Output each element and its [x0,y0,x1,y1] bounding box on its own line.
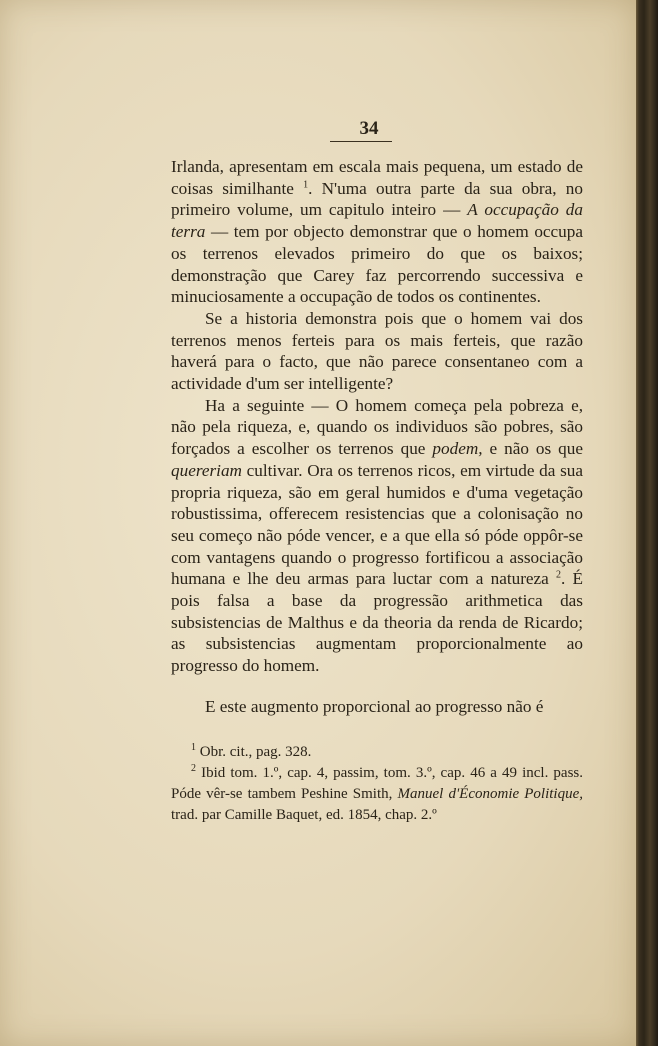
text-run: Ha a seguinte — O homem começa pela pobreza e, não pela riqueza, e, quando os individuos são pobres, são forçados a escolher os terrenos que [171,395,583,459]
paragraph [171,696,583,718]
footnote-marker: 2 [556,569,561,581]
text-run: cultivar. Ora os terrenos ricos, em virtude da sua propria riqueza, são em geral humidos e d'uma vegetação robustissima, offerecem resistencias que a colonisação no seu começo não póde vencer, e a que ella só póde oppôr-se com vantagens quando o progresso fortificou a associação humana e lhe deu armas para luctar com a natureza [171,460,583,589]
page-number: 34 [359,118,379,139]
italic-text: quereriam [171,460,242,480]
book-spine-edge [636,0,658,1046]
body-text [171,156,583,718]
paragraph [171,308,583,395]
footnotes [171,742,583,826]
text-run: Obr. cit., pag. 328. [196,744,312,760]
footnote-marker: 2 [191,763,196,774]
footnote [171,742,583,763]
footnote-marker: 1 [303,178,309,190]
text-run: Irlanda, apresentam em escala mais pequena, um estado de coisas similhante [171,157,583,198]
text-run: — tem por objecto demonstrar que o homem occupa os terrenos elevados primeiro do que os baixos; demonstração que Carey faz percorrendo successiva e minuciosamente a occupação de todos os continentes. [171,222,583,307]
page-number-rule [330,141,392,142]
text-run: Se a historia demonstra pois que o homem vai dos terrenos menos ferteis para os mais ferteis, que razão haverá para o facto, que não parece consentaneo com a actividade d'um ser intelligente? [171,308,583,394]
text-run: Ibid tom. 1.º, cap. 4, passim, tom. 3.º, cap. 46 a 49 incl. pass. Póde vêr-se tambem Peshine Smith, [171,765,583,802]
text-run: e não os que [482,439,583,459]
paragraph [171,156,583,308]
text-run: E este augmento proporcional ao progresso não é [205,696,544,716]
paragraph [171,395,583,677]
italic-text: podem, [432,439,483,459]
footnote-marker: 1 [191,742,196,753]
text-run: . É pois falsa a base da progressão arithmetica das subsistencias de Malthus e da theoria da renda de Ricardo; as subsistencias augmentam proporcionalmente ao progresso do homem. [171,569,583,676]
italic-text: Manuel d'Économie Politique, [397,786,583,802]
text-run: trad. par Camille Baquet, ed. 1854, chap. 2.º [171,807,437,823]
text-run: . N'uma outra parte da sua obra, no primeiro volume, um capitulo inteiro — [171,178,583,220]
footnote [171,763,583,826]
italic-text: A occupação da terra [171,200,583,242]
